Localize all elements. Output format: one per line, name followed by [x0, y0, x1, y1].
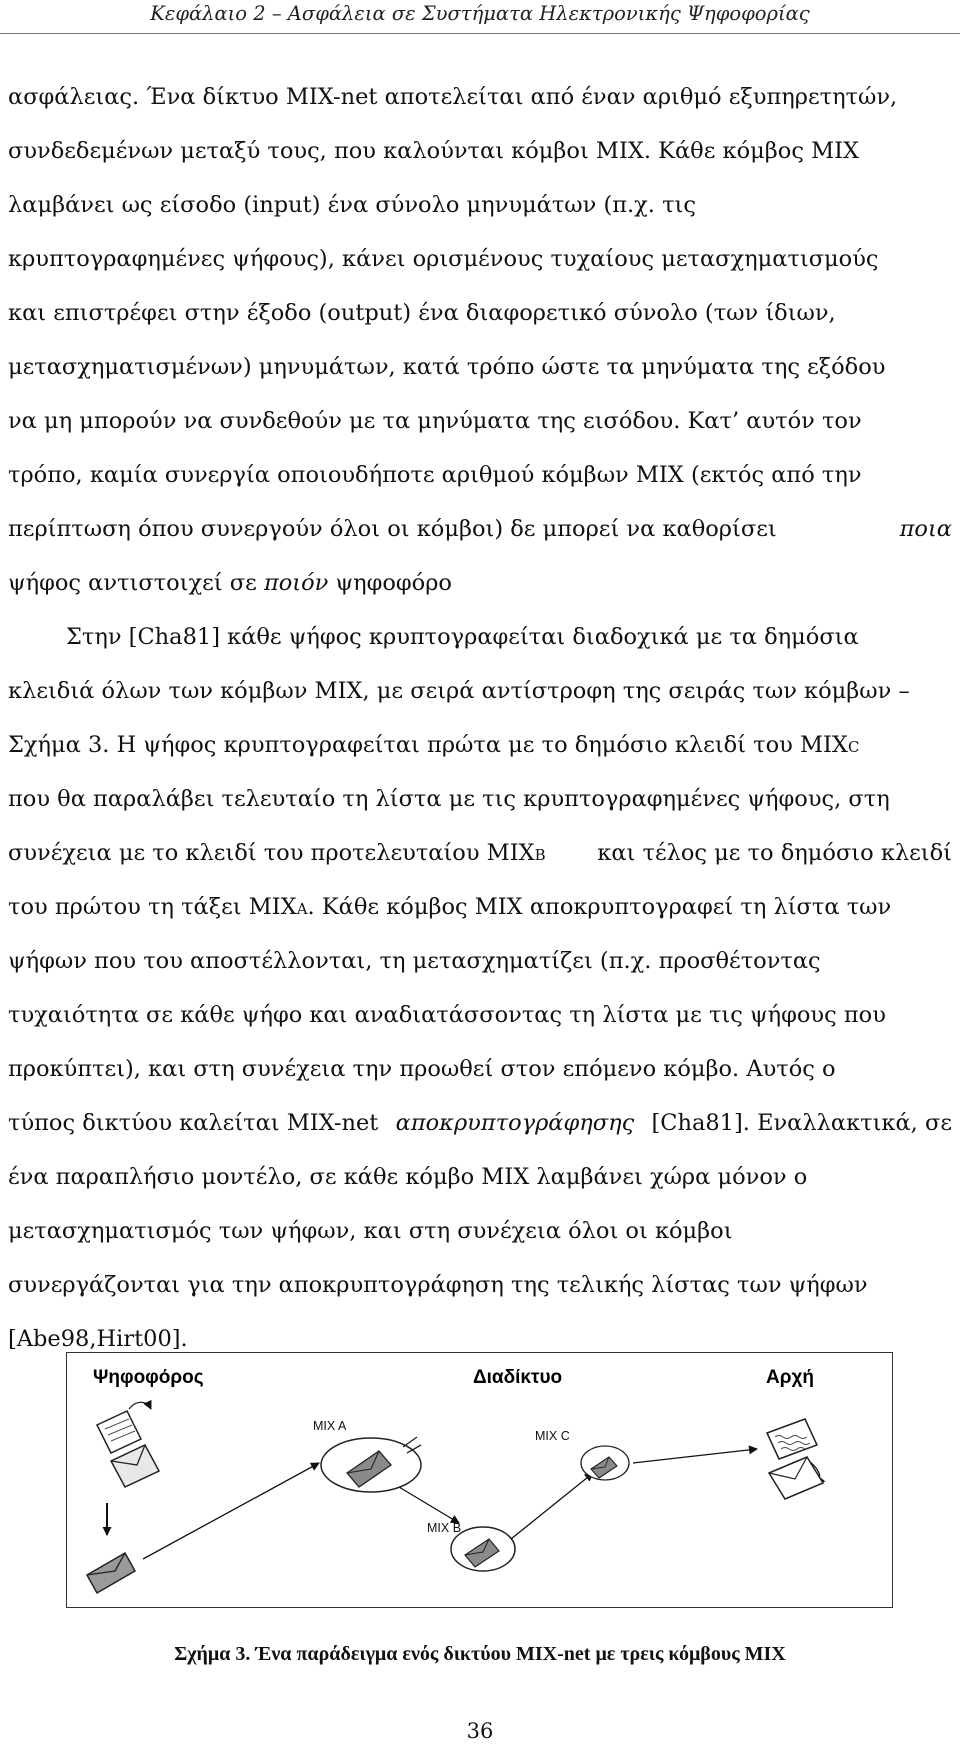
mix-b-label: MIX B	[427, 1521, 462, 1535]
text-span: [Abe98,Hirt00].	[8, 1326, 188, 1352]
text-line	[8, 826, 952, 880]
body-text	[8, 70, 952, 1366]
text-line	[8, 124, 952, 178]
text-line	[8, 1258, 952, 1312]
subscript: B	[534, 846, 546, 864]
text-span: ψήφος αντιστοιχεί σε	[8, 570, 257, 596]
subscript: A	[296, 900, 308, 918]
header-rule	[0, 33, 960, 34]
text-line	[8, 880, 952, 934]
text-span: περίπτωση όπου συνεργούν όλοι οι κόμβοι) δε μπορεί να καθορίσει	[8, 516, 777, 542]
text-line	[8, 394, 952, 448]
text-span: προκύπτει), και στη συνέχεια την προωθεί στον επόμενο κόμβο. Αυτός ο	[8, 1056, 836, 1082]
mix-a-node	[321, 1437, 421, 1492]
text-line	[8, 988, 952, 1042]
text-line	[8, 556, 952, 610]
page-number: 36	[466, 1719, 494, 1743]
text-span	[8, 718, 859, 774]
sealed-envelope-icon	[87, 1553, 135, 1593]
text-span: ένα παραπλήσιο μοντέλο, σε κάθε κόμβο MIX λαμβάνει χώρα μόνον ο	[8, 1164, 808, 1190]
authority-envelope-icon	[767, 1419, 823, 1499]
text-line	[8, 1150, 952, 1204]
text-span: κλειδιά όλων των κόμβων MIX, με σειρά αντίστροφη της σειράς των κόμβων –	[8, 678, 910, 704]
text-span: Στην [Cha81] κάθε ψήφος κρυπτογραφείται διαδοχικά με τα δημόσια	[66, 624, 859, 650]
voter-label: Ψηφοφόρος	[93, 1367, 204, 1388]
mix-c-node	[581, 1446, 629, 1480]
text-line	[8, 1042, 952, 1096]
text-span: μετασχηματισμένων) μηνυμάτων, κατά τρόπο ώστε τα μηνύματα της εξόδου	[8, 354, 886, 380]
italic-span: ποια	[899, 516, 952, 542]
text-span: [Cha81]. Εναλλακτικά, σε	[651, 1110, 952, 1136]
text-line	[8, 286, 952, 340]
mix-c-label: MIX C	[535, 1429, 570, 1443]
text-span: τυχαιότητα σε κάθε ψήφο και αναδιατάσσοντας τη λίστα με τις ψήφους που	[8, 1002, 886, 1028]
text-line	[8, 610, 952, 664]
text-span	[8, 826, 546, 882]
text-line	[8, 934, 952, 988]
mix-a-label: MIX A	[313, 1419, 347, 1433]
subscript: C	[847, 738, 860, 756]
text-span: ασφάλειας. Ένα δίκτυο MIX-net αποτελείται από έναν αριθμό εξυπηρετητών,	[8, 84, 898, 110]
running-header: Κεφάλαιο 2 – Ασφάλεια σε Συστήματα Ηλεκτρονικής Ψηφοφορίας	[150, 2, 810, 25]
text-span: μετασχηματισμός των ψήφων, και στη συνέχεια όλοι οι κόμβοι	[8, 1218, 733, 1244]
text-span: τύπος δικτύου καλείται MIX-net	[8, 1110, 379, 1136]
text-span: Σχήμα 3. Η ψήφος κρυπτογραφείται πρώτα με το δημόσιο κλειδί του MIX	[8, 732, 848, 758]
text-span: που θα παραλάβει τελευταίο τη λίστα με τις κρυπτογραφημένες ψήφους, στη	[8, 786, 890, 812]
authority-label: Αρχή	[766, 1367, 815, 1388]
figure-caption: Σχήμα 3. Ένα παράδειγμα ενός δικτύου MIX-net με τρεις κόμβους MIX	[174, 1643, 786, 1665]
text-line	[8, 664, 952, 718]
text-line	[8, 1096, 952, 1150]
text-span: συνδεδεμένων μεταξύ τους, που καλούνται κόμβοι MIX. Κάθε κόμβος MIX	[8, 138, 860, 164]
text-span: λαμβάνει ως είσοδο (input) ένα σύνολο μηνυμάτων (π.χ. τις	[8, 192, 696, 218]
italic-span: αποκρυπτογράφησης	[395, 1110, 635, 1136]
internet-label: Διαδίκτυο	[473, 1367, 563, 1388]
text-span: ψηφοφόρο	[335, 570, 452, 596]
text-span: συνέχεια με το κλειδί του προτελευταίου MIX	[8, 840, 535, 866]
text-line	[8, 1204, 952, 1258]
mixnet-diagram	[67, 1353, 894, 1609]
text-span: τρόπο, καμία συνεργία οποιουδήποτε αριθμού κόμβων MIX (εκτός από την	[8, 462, 862, 488]
text-span: και τέλος με το δημόσιο κλειδί	[597, 840, 952, 866]
text-span: κρυπτογραφημένες ψήφους), κάνει ορισμένους τυχαίους μετασχηματισμούς	[8, 246, 879, 272]
text-span: . Κάθε κόμβος MIX αποκρυπτογραφεί τη λίστα των	[307, 894, 892, 920]
arrow-to-mix-a	[143, 1463, 319, 1559]
text-line	[8, 718, 952, 772]
text-span: του πρώτου τη τάξει MIX	[8, 894, 297, 920]
text-line	[8, 340, 952, 394]
italic-span: ποιόν	[263, 570, 329, 596]
text-line	[8, 232, 952, 286]
text-span	[8, 880, 891, 936]
text-line	[8, 70, 952, 124]
arrow-a-to-b	[399, 1487, 459, 1523]
text-line	[8, 772, 952, 826]
text-span: να μη μπορούν να συνδεθούν με τα μηνύματα της εισόδου. Κατ’ αυτόν τον	[8, 408, 862, 434]
arrow-c-to-authority	[633, 1449, 757, 1463]
mixnet-figure	[66, 1352, 893, 1608]
text-line	[8, 448, 952, 502]
voter-envelope-icon	[97, 1402, 159, 1487]
text-line	[8, 502, 952, 556]
text-span: συνεργάζονται για την αποκρυπτογράφηση της τελικής λίστας των ψήφων	[8, 1272, 868, 1298]
mix-b-node	[451, 1527, 515, 1571]
arrow-b-to-c	[511, 1473, 593, 1539]
text-line	[8, 178, 952, 232]
text-span: και επιστρέφει στην έξοδο (output) ένα διαφορετικό σύνολο (των ίδιων,	[8, 300, 836, 326]
text-span: ψήφων που του αποστέλλονται, τη μετασχηματίζει (π.χ. προσθέτοντας	[8, 948, 821, 974]
